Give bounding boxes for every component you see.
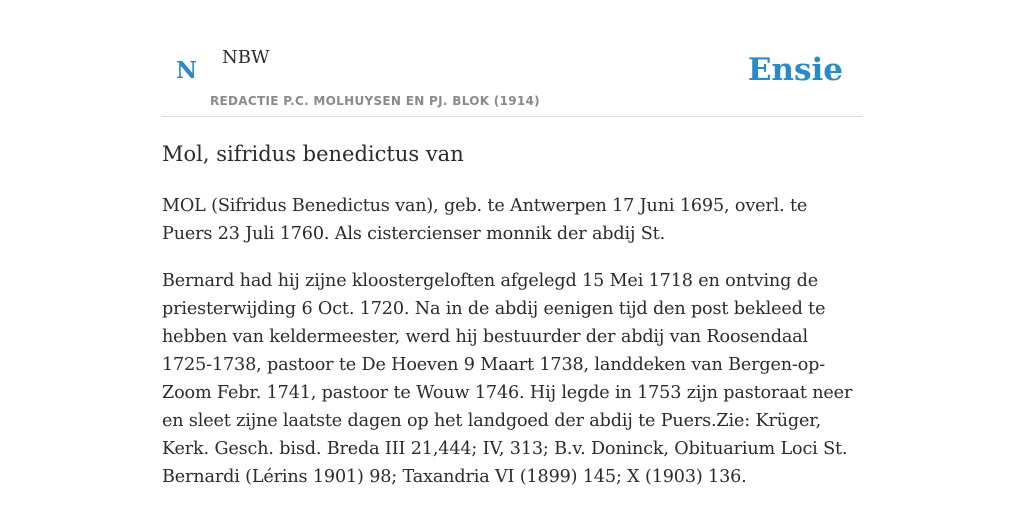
source-logo[interactable]: N xyxy=(176,57,198,84)
source-header xyxy=(162,0,862,117)
source-name[interactable]: NBW xyxy=(222,47,270,68)
article-body xyxy=(162,192,862,510)
article-title: Mol, sifridus benedictus van xyxy=(162,142,464,166)
article-paragraph: Bernard had hij zijne kloostergeloften afgelegd 15 Mei 1718 en ontving de priesterwijding 6 Oct. 1720. Na in de abdij eenigen tijd den post bekleed te hebben van keldermeester, werd hij bestuurder der abdij van Roosendaal 1725-1738, pastoor te De Hoeven 9 Maart 1738, landdeken van Bergen-op-Zoom Febr. 1741, pastoor te Wouw 1746. Hij legde in 1753 zijn pastoraat neer en sleet zijne laatste dagen op het landgoed der abdij te Puers.Zie: Krüger, Kerk. Gesch. bisd. Breda III 21,444; IV, 313; B.v. Doninck, Obituarium Loci St. Bernardi (Lérins 1901) 98; Taxandria VI (1899) 145; X (1903) 136. xyxy=(162,271,853,487)
article-paragraph: MOL (Sifridus Benedictus van), geb. te Antwerpen 17 Juni 1695, overl. te Puers 23 Juli 1760. Als cistercienser monnik der abdij St. xyxy=(162,196,808,244)
source-subtitle: REDACTIE P.C. MOLHUYSEN EN PJ. BLOK (1914) xyxy=(210,94,540,108)
ensie-logo[interactable]: Ensie xyxy=(747,52,843,88)
